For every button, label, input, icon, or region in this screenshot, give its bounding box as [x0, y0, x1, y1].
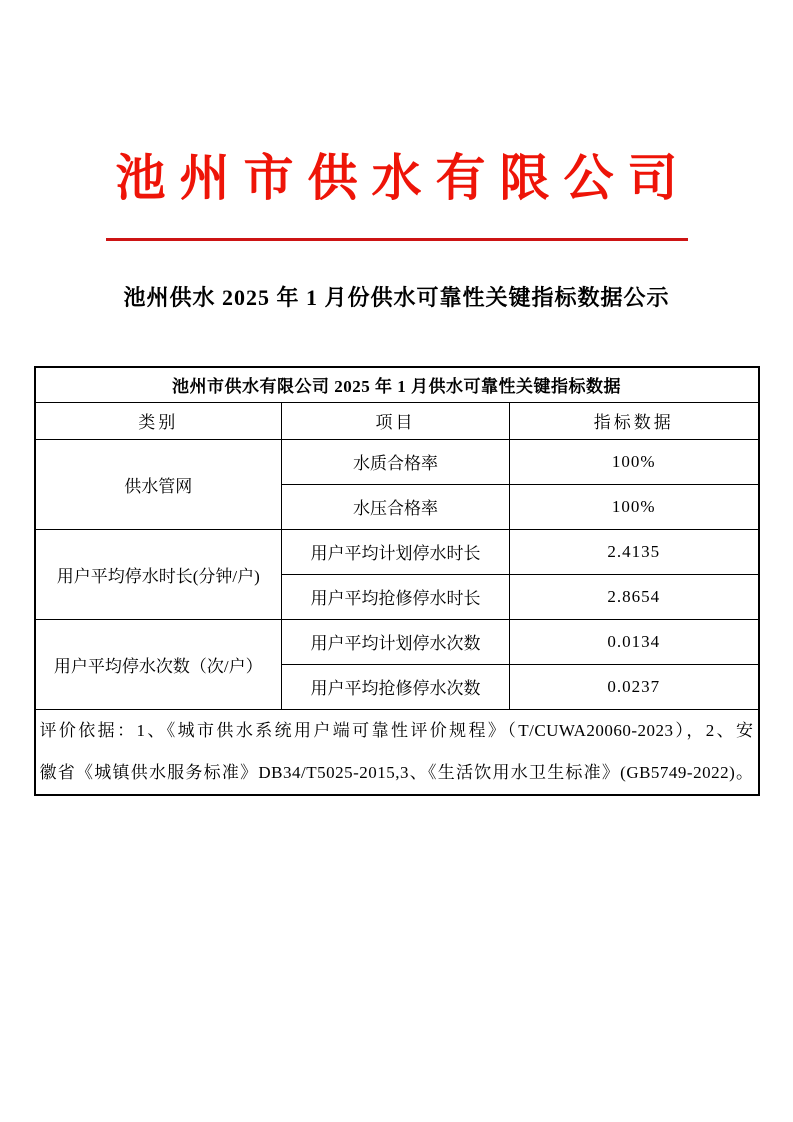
item-cell: 用户平均抢修停水时长 [282, 574, 510, 619]
table-row [35, 439, 759, 484]
value-cell: 0.0237 [510, 664, 759, 709]
item-cell: 水压合格率 [282, 484, 510, 529]
column-header-item: 项目 [282, 402, 510, 439]
column-header-category: 类别 [35, 402, 282, 439]
table-row [35, 529, 759, 574]
company-letterhead-title: 池州市供水有限公司 [115, 150, 692, 206]
item-cell: 水质合格率 [282, 439, 510, 484]
indicators-table [34, 366, 760, 796]
value-cell: 2.4135 [510, 529, 759, 574]
table-header-row [35, 402, 759, 439]
table-row [35, 619, 759, 664]
page-subtitle: 池州供水 2025 年 1 月份供水可靠性关键指标数据公示 [123, 284, 670, 310]
item-cell: 用户平均抢修停水次数 [282, 664, 510, 709]
evaluation-basis-note [35, 709, 759, 795]
category-cell-outage-duration: 用户平均停水时长(分钟/户) [35, 529, 282, 619]
category-cell-outage-count: 用户平均停水次数（次/户） [35, 619, 282, 709]
note-line-1: 评价依据：1、《城市供水系统用户端可靠性评价规程》（T/CUWA20060-2023），2、安 [39, 720, 754, 740]
item-cell: 用户平均计划停水时长 [282, 529, 510, 574]
value-cell: 0.0134 [510, 619, 759, 664]
column-header-value: 指标数据 [510, 402, 759, 439]
category-cell-pipeline: 供水管网 [35, 439, 282, 529]
note-line-2: 徽省《城镇供水服务标准》DB34/T5025-2015,3、《生活饮用水卫生标准》(GB5749-2022)。 [39, 762, 754, 782]
item-cell: 用户平均计划停水次数 [282, 619, 510, 664]
value-cell: 100% [510, 439, 759, 484]
value-cell: 2.8654 [510, 574, 759, 619]
letterhead-rule [106, 238, 688, 241]
value-cell: 100% [510, 484, 759, 529]
table-title: 池州市供水有限公司 2025 年 1 月供水可靠性关键指标数据 [35, 367, 759, 403]
table-note-row [35, 709, 759, 795]
table-title-row [35, 367, 759, 403]
